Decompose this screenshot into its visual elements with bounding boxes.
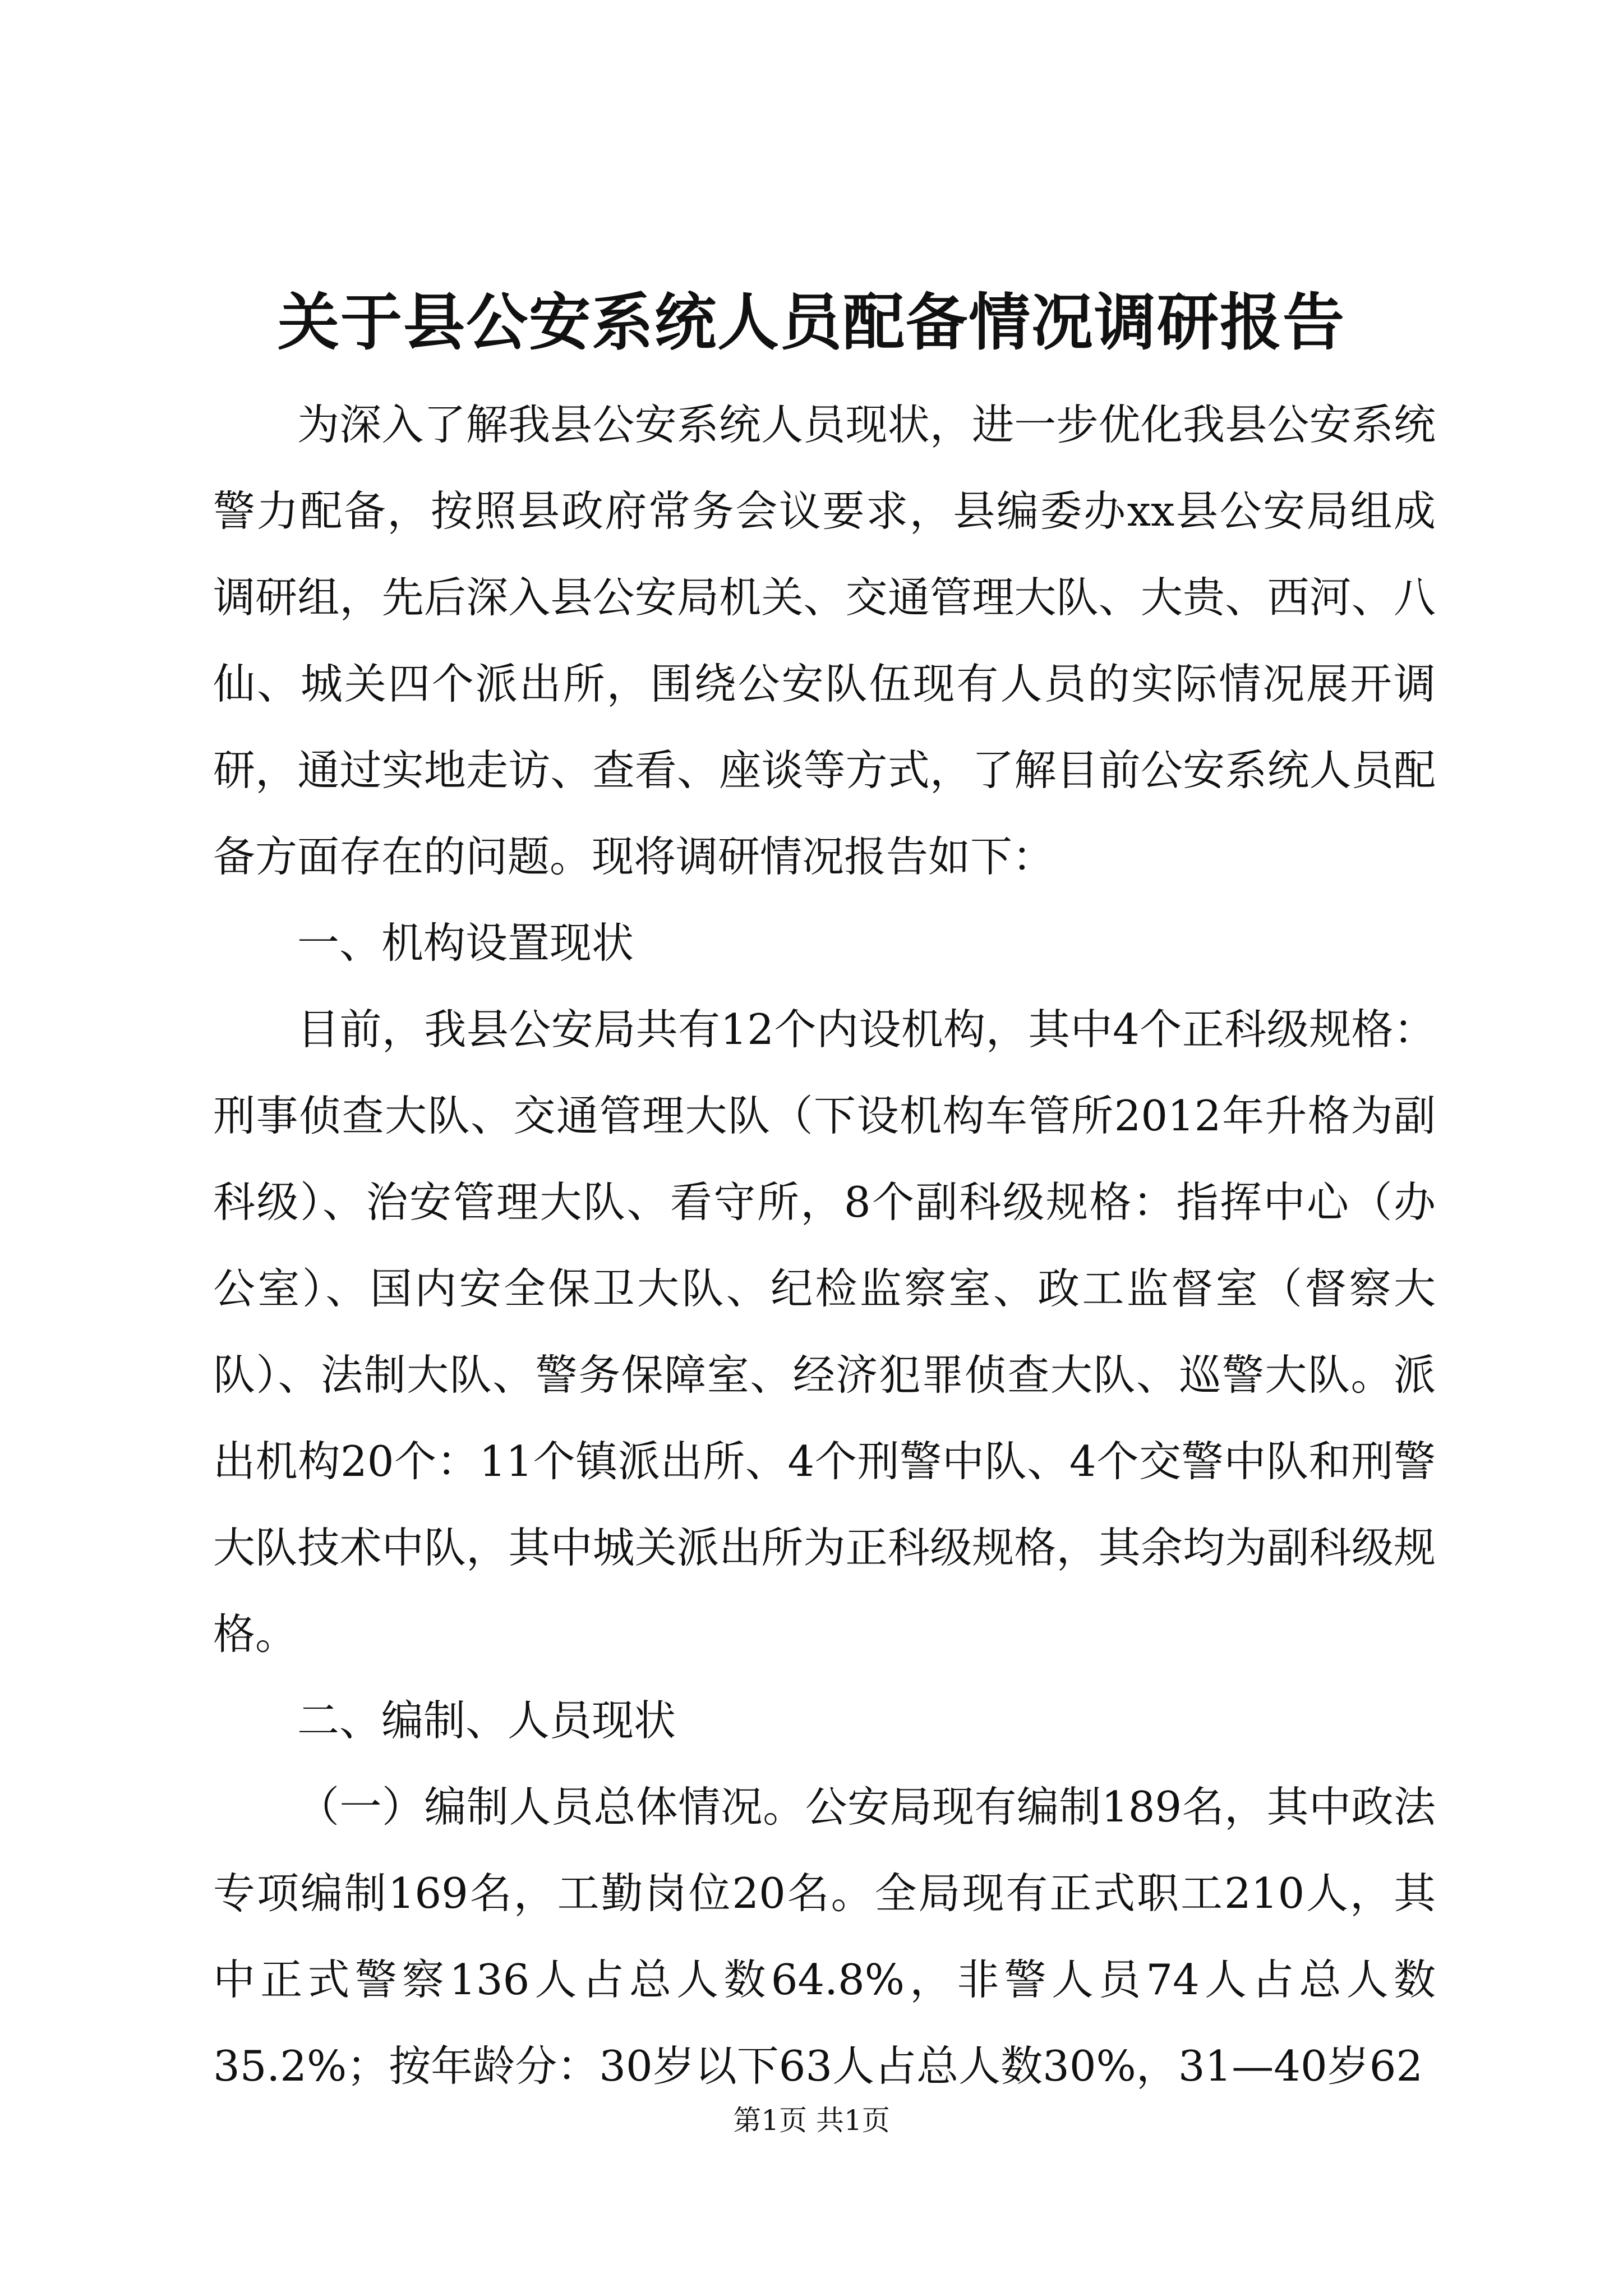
paragraph-intro: 为深入了解我县公安系统人员现状，进一步优化我县公安系统警力配备，按照县政府常务会议要求，县编委办xx县公安局组成调研组，先后深入县公安局机关、交通管理大队、大贵、西河、八仙、城关四个派出所，围绕公安队伍现有人员的实际情况展开调研，通过实地走访、查看、座谈等方式，了解目前公安系统人员配备方面存在的问题。现将调研情况报告如下： bbox=[213, 400, 1436, 881]
paragraph-institutions: 目前，我县公安局共有12个内设机构，其中4个正科级规格：刑事侦查大队、交通管理大队（下设机构车管所2012年升格为副科级）、治安管理大队、看守所，8个副科级规格：指挥中心（办公室）、国内安全保卫大队、纪检监察室、政工监督室（督察大队）、法制大队、警务保障室、经济犯罪侦查大队、巡警大队。派出机构20个：11个镇派出所、4个刑警中队、4个交警中队和刑警大队技术中队，其中城关派出所为正科级规格，其余均为副科级规格。 bbox=[213, 1005, 1436, 1659]
document-title: 关于县公安系统人员配备情况调研报告 bbox=[278, 286, 1345, 358]
section-heading-2: 二、编制、人员现状 bbox=[297, 1696, 676, 1745]
document-body bbox=[213, 381, 1436, 2109]
section-heading-1: 一、机构设置现状 bbox=[297, 918, 634, 968]
page-footer: 第1页 共1页 bbox=[733, 2104, 890, 2137]
paragraph-staffing: （一）编制人员总体情况。公安局现有编制189名，其中政法专项编制169名，工勤岗位20名。全局现有正式职工210人，其中正式警察136人占总人数64.8%，非警人员74人占总人数35.2%；按年龄分：30岁以下63人占总人数30%，31—40岁62 bbox=[213, 1782, 1436, 2091]
